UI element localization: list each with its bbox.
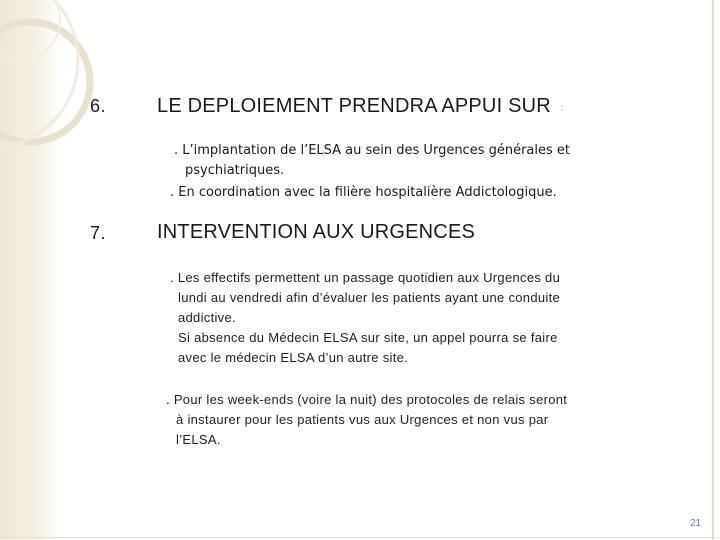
bullet-line: . En coordination avec la filière hospitalière Addictologique.	[170, 185, 557, 200]
section-7-paragraph-2	[166, 390, 567, 410]
section-6-bullet-1-cont	[185, 161, 284, 181]
section-6-bullet-2	[170, 183, 557, 203]
section-7-paragraph-1	[170, 268, 560, 288]
section-6-heading-text: LE DEPLOIEMENT PRENDRA APPUI SUR	[157, 95, 551, 117]
paragraph-line: . Pour les week-ends (voire la nuit) des protocoles de relais seront	[166, 392, 568, 407]
section-6-bullet-1	[174, 141, 570, 161]
paragraph-line: Si absence du Médecin ELSA sur site, un appel pourra se faire	[178, 330, 558, 345]
section-6-number: 6.	[90, 96, 107, 116]
paragraph-line: addictive.	[178, 310, 236, 325]
bottom-border-rule	[0, 537, 720, 538]
paragraph-line: l’ELSA.	[176, 432, 221, 447]
section-7-number: 7.	[90, 223, 107, 243]
paragraph-line: à instaurer pour les patients vus aux Urgences et non vus par	[176, 412, 549, 427]
bullet-line: . L’implantation de l’ELSA au sein des Urgences générales et	[174, 143, 571, 158]
paragraph-line: avec le médecin ELSA d’un autre site.	[178, 350, 409, 365]
section-6-heading-colon: :	[560, 103, 564, 112]
section-7-paragraph-1-cont	[178, 288, 560, 368]
section-7-paragraph-2-cont	[176, 410, 548, 450]
section-7-heading: INTERVENTION AUX URGENCES	[157, 221, 476, 243]
section-6-heading	[157, 95, 563, 118]
page-number: 21	[690, 518, 702, 529]
right-border-rule	[712, 0, 714, 540]
paragraph-line: . Les effectifs permettent un passage quotidien aux Urgences du	[170, 270, 561, 285]
paragraph-line: lundi au vendredi afin d’évaluer les patients ayant une conduite	[178, 290, 561, 305]
bullet-line: psychiatriques.	[185, 163, 285, 178]
